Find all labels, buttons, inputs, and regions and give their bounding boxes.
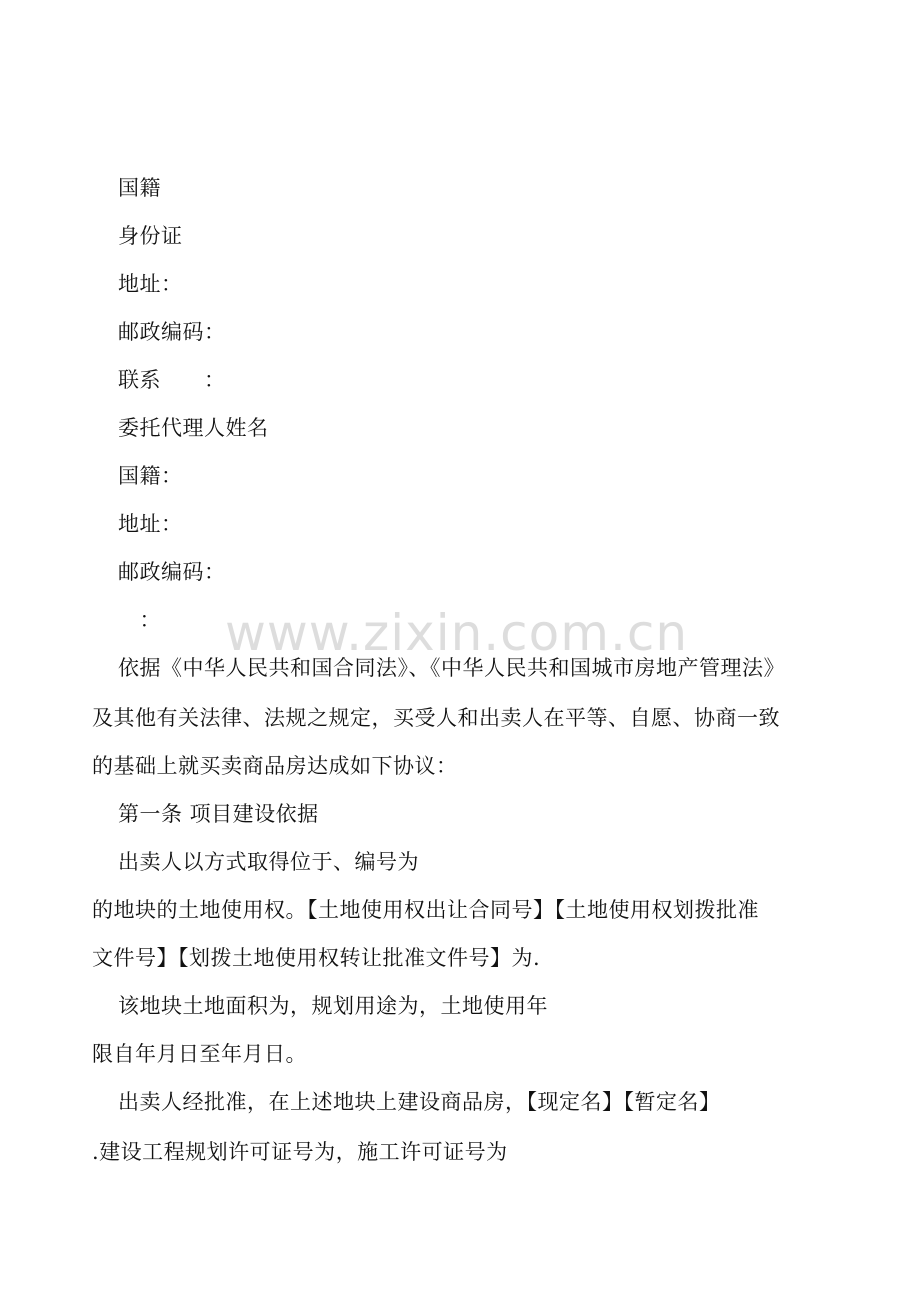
text: 、编号为	[333, 850, 419, 874]
article-p1-line-1	[0, 848, 920, 876]
watermark: www.zixin.com.cn	[225, 604, 689, 662]
field-label: 邮政编码：	[118, 320, 226, 344]
field-label: 身份证	[118, 224, 183, 248]
field-label: 国籍：	[118, 464, 183, 488]
article-p1-line-3	[0, 944, 920, 972]
text: 月	[156, 1042, 178, 1066]
field-label: 联系 ：	[118, 368, 226, 392]
text: 方式取得位于	[204, 850, 333, 874]
field-label: 国籍	[118, 176, 161, 200]
text: 日。	[264, 1042, 307, 1066]
preamble-line-1: 依据《中华人民共和国合同法》、《中华人民共和国城市房地产管理法》	[118, 656, 785, 680]
article-p3-line-1: 出卖人经批准，在上述地块上建设商品房，【现定名】【暂定名】	[118, 1090, 721, 1114]
text: ，施工许可证号为	[335, 1140, 508, 1164]
text: 出卖人以	[118, 850, 204, 874]
field-label: 委托代理人姓名	[118, 416, 269, 440]
article-p1-line-2: 的地块的土地使用权。【土地使用权出让合同号】【土地使用权划拨批准	[92, 898, 759, 922]
field-label: 地址：	[118, 512, 183, 536]
text: 日至	[178, 1042, 221, 1066]
article-p3-line-2	[0, 1138, 920, 1166]
text: 年	[221, 1042, 243, 1066]
text: 月	[242, 1042, 264, 1066]
field-agent-name	[0, 414, 920, 442]
field-address-1	[0, 270, 920, 298]
preamble-line-3: 的基础上就买卖商品房达成如下协议：	[92, 754, 458, 778]
text: 该地块土地面积为	[118, 994, 290, 1018]
field-id-card	[0, 222, 920, 250]
text: ，土地使用年	[419, 994, 548, 1018]
article-title: 第一条 项目建设依据	[118, 802, 319, 826]
article-p2-line-2	[0, 1040, 920, 1068]
article-p2-line-1	[0, 992, 920, 1020]
text: 限自	[92, 1042, 135, 1066]
field-nationality-1	[0, 174, 920, 202]
preamble-line-2: 及其他有关法律、法规之规定，买受人和出卖人在平等、自愿、协商一致	[92, 706, 780, 730]
text: ，规划用途为	[290, 994, 419, 1018]
text: .建设工程规划许可证号为	[92, 1140, 336, 1164]
field-nationality-2	[0, 462, 920, 490]
field-label: ：	[118, 608, 162, 632]
field-label: 邮政编码：	[118, 560, 226, 584]
field-postcode-1	[0, 318, 920, 346]
text: 文件号】【划拨土地使用权转让批准文件号】为	[92, 946, 533, 970]
field-label: 地址：	[118, 272, 183, 296]
field-contact	[0, 366, 920, 394]
field-postcode-2	[0, 558, 920, 586]
text: 年	[135, 1042, 157, 1066]
field-unlabeled	[0, 606, 920, 634]
text: .	[533, 946, 541, 970]
field-address-2	[0, 510, 920, 538]
